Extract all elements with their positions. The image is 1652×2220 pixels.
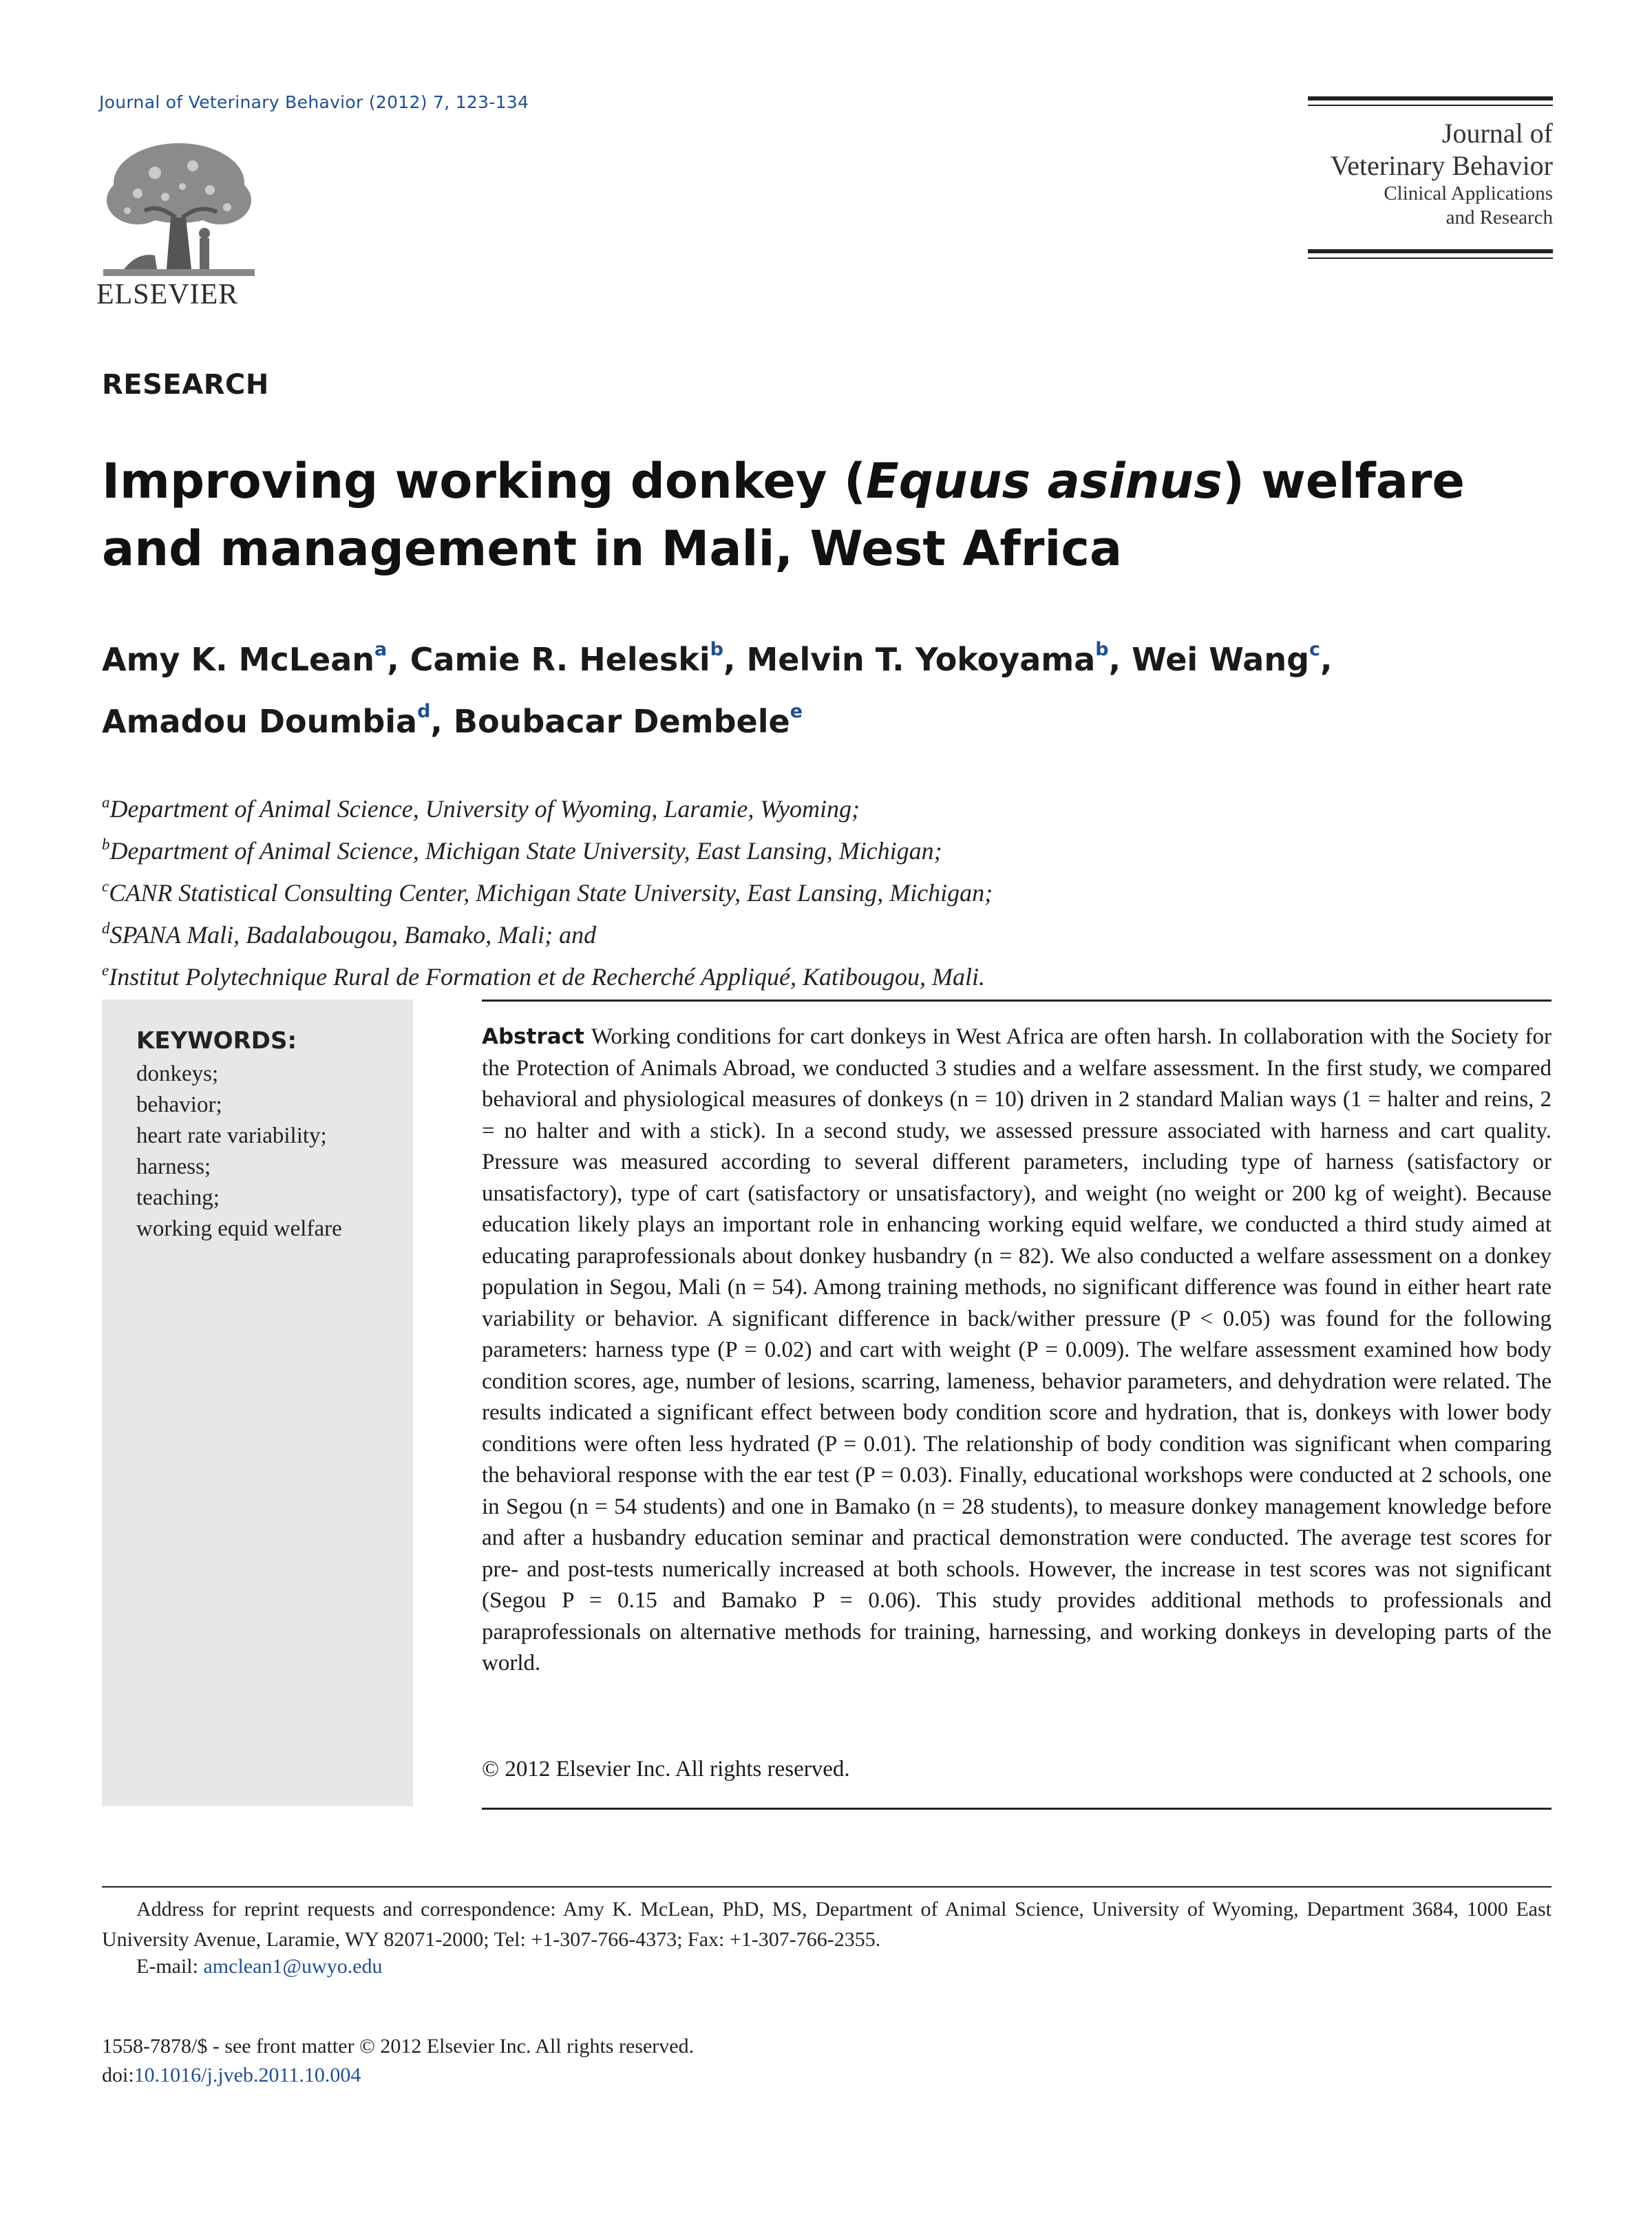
masthead-rule-top xyxy=(1308,96,1553,106)
abstract-text: Working conditions for cart donkeys in West Africa are often harsh. In collaboration with the Society for the Protection of Animals Abroad, we conducted 3 studies and a welfare assessment. In the first study, we compared behavioral and physiological measures of donkeys (n = 10) driven in 2 standard Malian ways (1 = halter and reins, 2 = no halter and with a stick). In a second study, we assessed pressure associated with harness and cart quality. Pressure was measured according to several different parameters, including type of harness (satisfactory or unsatisfactory), type of cart (satisfactory or unsatisfactory), and weight (no weight or 200 kg of weight). Because education likely plays an important role in enhancing working equid welfare, we conducted a third study aimed at educating paraprofessionals about donkey husbandry (n = 82). We also conducted a welfare assessment on a donkey population in Segou, Mali (n = 54). Among training methods, no significant difference was found in either heart rate variability or behavior. A significant difference in back/wither pressure (P < 0.05) was found for the following parameters: harness type (P = 0.02) and cart with weight (P = 0.009). The welfare assessment examined how body condition scores, age, number of lesions, scarring, lameness, behavior parameters, and dehydration were related. The results indicated a significant effect between body condition score and hydration, that is, donkeys with lower body conditions were often less hydrated (P = 0.01). The relationship of body condition was significant when comparing the behavioral response with the ear test (P = 0.03). Finally, educational workshops were conducted at 2 schools, one in Segou (n = 54 students) and one in Bamako (n = 28 students), to measure donkey management knowledge before and after a husbandry education seminar and practical demonstration were conducted. The average test scores for pre- and post-tests numerically increased at both schools. However, the increase in test scores was not significant (Segou P = 0.15 and Bamako P = 0.06). This study provides additional methods to professionals and paraprofessionals on alternative methods for training, harnessing, and working donkeys in developing parts of the world. xyxy=(482,1024,1552,1675)
affiliation-key: c xyxy=(102,878,109,895)
author-name: Amadou Doumbia xyxy=(102,703,418,740)
masthead-line-4: and Research xyxy=(1446,206,1553,229)
doi-link[interactable]: 10.1016/j.jveb.2011.10.004 xyxy=(134,2064,361,2086)
journal-masthead xyxy=(1280,117,1553,229)
affiliation-text: Institut Polytechnique Rural de Formation et de Recherché Appliqué, Katibougou, Mali. xyxy=(109,963,985,991)
masthead-line-3: Clinical Applications xyxy=(1384,182,1553,205)
author-affiliation-marker[interactable]: a xyxy=(374,639,388,660)
title-line-2: and management in Mali, West Africa xyxy=(102,520,1123,577)
tree-logo-icon xyxy=(96,135,262,286)
publisher-name: ELSEVIER xyxy=(96,279,239,310)
author-affiliation-marker[interactable]: e xyxy=(790,701,803,722)
title-part-1: Improving working donkey ( xyxy=(102,453,866,509)
masthead-line-1: Journal of xyxy=(1441,118,1553,149)
keyword-item: harness; xyxy=(136,1154,211,1179)
elsevier-tree-logo xyxy=(96,135,262,286)
affiliation-key: b xyxy=(102,836,110,853)
masthead-line-2: Veterinary Behavior xyxy=(1330,150,1553,182)
keyword-item: working equid welfare xyxy=(136,1216,342,1241)
email-line xyxy=(136,1955,383,1978)
affiliations xyxy=(102,785,1444,995)
affiliation-text: Department of Animal Science, Michigan State University, East Lansing, Michigan; xyxy=(109,837,942,865)
email-link[interactable]: amclean1@uwyo.edu xyxy=(203,1955,383,1978)
author-name: Melvin T. Yokoyama xyxy=(746,641,1096,678)
keyword-item: teaching; xyxy=(136,1185,220,1210)
affiliation-text: CANR Statistical Consulting Center, Michigan State University, East Lansing, Michigan; xyxy=(109,879,993,907)
doi-label: doi: xyxy=(102,2064,134,2086)
affiliation-key: e xyxy=(102,962,109,979)
affiliation-item xyxy=(102,785,1444,827)
author-list: Amy K. McLean$^a$, Camie R. Heleski$^b$, Melvin T. Yokoyama$^b$, Wei Wang$^c$, Amadou Doumbia$^d$, Boubacar Dembele$^e$ xyxy=(102,639,1333,740)
affiliation-key: a xyxy=(102,794,110,811)
footnote-rule xyxy=(102,1886,1552,1888)
affiliation-item xyxy=(102,869,1444,911)
title-part-2: ) welfare xyxy=(1222,453,1465,509)
author-affiliation-marker[interactable]: b xyxy=(710,639,723,660)
author-affiliation-marker[interactable]: b xyxy=(1095,639,1109,660)
affiliation-text: SPANA Mali, Badalabougou, Bamako, Mali; and xyxy=(109,921,597,949)
author-name: Wei Wang xyxy=(1132,641,1309,678)
title-species: Equus asinus xyxy=(865,453,1222,509)
keywords-heading: KEYWORDS: xyxy=(136,1027,297,1055)
affiliation-text: Department of Animal Science, University of Wyoming, Laramie, Wyoming; xyxy=(109,795,860,823)
issn-line: 1558-7878/$ - see front matter © 2012 Elsevier Inc. All rights reserved. xyxy=(102,2035,695,2058)
abstract xyxy=(482,1022,1552,1680)
journal-reference[interactable]: Journal of Veterinary Behavior (2012) 7, 123-134 xyxy=(99,92,529,112)
doi-line xyxy=(102,2064,361,2087)
keyword-item: heart rate variability; xyxy=(136,1123,327,1148)
abstract-rule-top xyxy=(482,1000,1552,1002)
keyword-item: behavior; xyxy=(136,1092,222,1117)
author-affiliation-marker[interactable]: c xyxy=(1309,639,1321,660)
section-label: RESEARCH xyxy=(102,369,269,401)
author-name: Camie R. Heleski xyxy=(410,641,710,678)
correspondence-note: Address for reprint requests and correspondence: Amy K. McLean, PhD, MS, Department of Animal Science, University of Wyoming, Department 3684, 1000 East University Avenue, Laramie, WY 82071-2000; Tel: +1-307-766-4373; Fax: +1-307-766-2355. xyxy=(102,1898,1552,1951)
abstract-label: Abstract xyxy=(482,1024,584,1049)
affiliation-item xyxy=(102,827,1444,869)
keywords-list xyxy=(136,1059,342,1245)
abstract-copyright: © 2012 Elsevier Inc. All rights reserved. xyxy=(482,1757,850,1782)
affiliation-item xyxy=(102,953,1444,995)
masthead-rule-bottom xyxy=(1308,249,1553,259)
affiliation-key: d xyxy=(102,920,110,937)
email-label: E-mail: xyxy=(136,1955,198,1978)
author-affiliation-marker[interactable]: d xyxy=(417,701,431,722)
affiliation-item xyxy=(102,911,1444,953)
article-title xyxy=(102,447,1513,582)
author-name: Boubacar Dembele xyxy=(453,703,790,740)
keyword-item: donkeys; xyxy=(136,1061,219,1086)
author-name: Amy K. McLean xyxy=(102,641,375,678)
abstract-rule-bottom xyxy=(482,1808,1552,1810)
